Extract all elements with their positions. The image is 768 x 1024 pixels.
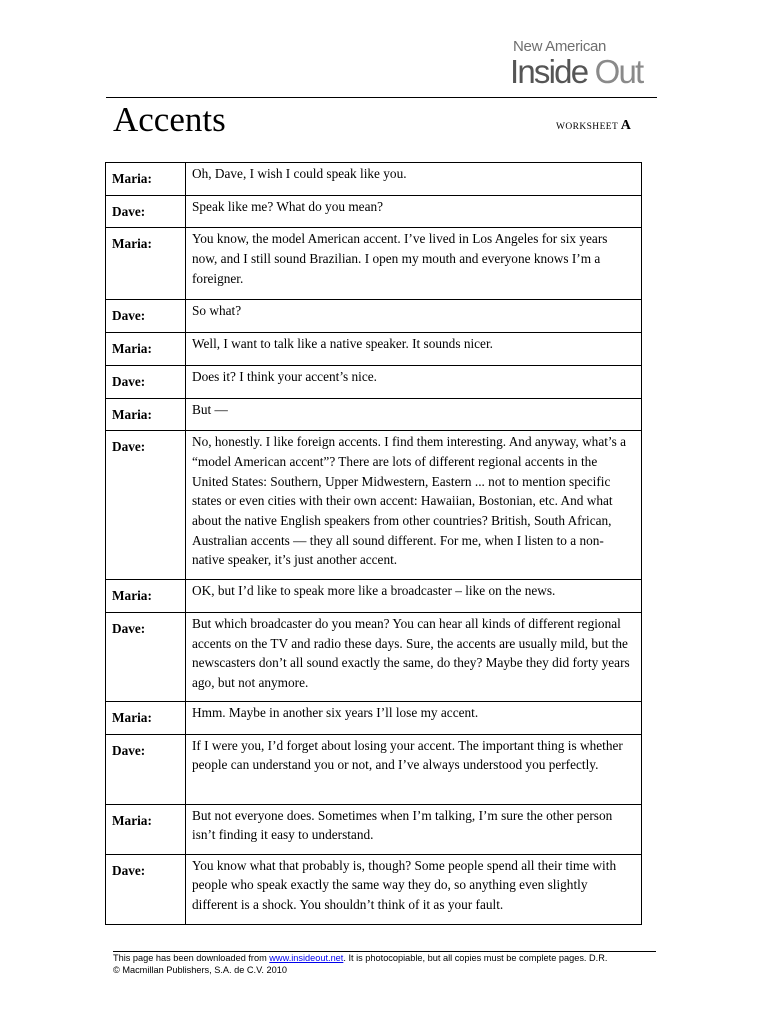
- footer-text-before: This page has been downloaded from: [113, 953, 270, 963]
- dialog-line-cell: If I were you, I’d forget about losing your accent. The important thing is whether people can understand you or not, and I’ve always understood you perfectly.: [186, 734, 642, 804]
- dialog-line-cell: OK, but I’d like to speak more like a broadcaster – like on the news.: [186, 580, 642, 613]
- brand-out: Out: [587, 53, 643, 90]
- dialog-row: [106, 195, 642, 228]
- dialog-row: [106, 612, 642, 701]
- dialog-row: [106, 804, 642, 854]
- footer-copyright: © Macmillan Publishers, S.A. de C.V. 2010: [113, 964, 287, 975]
- dialog-line-cell: But not everyone does. Sometimes when I’m talking, I’m sure the other person isn’t finding it easy to understand.: [186, 804, 642, 854]
- dialog-line-cell: Speak like me? What do you mean?: [186, 195, 642, 228]
- speaker-cell: Dave:: [106, 300, 186, 333]
- brand-line-1: New American: [513, 38, 607, 55]
- dialog-row: [106, 398, 642, 431]
- dialog-line-cell: Oh, Dave, I wish I could speak like you.: [186, 163, 642, 196]
- speaker-cell: Dave:: [106, 195, 186, 228]
- dialog-row: [106, 333, 642, 366]
- speaker-cell: Dave:: [106, 734, 186, 804]
- speaker-cell: Dave:: [106, 854, 186, 924]
- dialog-line-cell: So what?: [186, 300, 642, 333]
- dialog-line-cell: But which broadcaster do you mean? You can hear all kinds of different regional accents on the TV and radio these days. Sure, the accents are usually mild, but the newscasters don’t all sound exactly the same, do they? Maybe they did forty years ago, but not anymore.: [186, 612, 642, 701]
- dialog-line-cell: Hmm. Maybe in another six years I’ll lose my accent.: [186, 701, 642, 734]
- speaker-cell: Maria:: [106, 701, 186, 734]
- dialog-row: [106, 580, 642, 613]
- brand-inside: Inside: [510, 53, 588, 90]
- footer-text-after: . It is photocopiable, but all copies must be complete pages. D.R.: [343, 953, 608, 963]
- speaker-cell: Maria:: [106, 804, 186, 854]
- footer-notice: [113, 953, 673, 965]
- speaker-cell: Dave:: [106, 612, 186, 701]
- speaker-cell: Dave:: [106, 431, 186, 580]
- brand-logo: [510, 38, 662, 89]
- dialog-line-cell: Well, I want to talk like a native speaker. It sounds nicer.: [186, 333, 642, 366]
- header-rule: [106, 97, 657, 98]
- speaker-cell: Maria:: [106, 333, 186, 366]
- footer-rule: [113, 951, 656, 952]
- dialog-line-cell: You know what that probably is, though? Some people spend all their time with people who speak exactly the same way they do, so anything even slightly different is a shock. You shouldn’t think of it as your fault.: [186, 854, 642, 924]
- footer: [113, 953, 673, 976]
- dialog-line-cell: You know, the model American accent. I’ve lived in Los Angeles for six years now, and I still sound Brazilian. I open my mouth and everyone knows I’m a foreigner.: [186, 228, 642, 300]
- dialog-row: [106, 701, 642, 734]
- dialog-row: [106, 163, 642, 196]
- worksheet-label: [556, 118, 631, 134]
- footer-link[interactable]: www.insideout.net: [269, 953, 344, 963]
- dialog-row: [106, 854, 642, 924]
- speaker-cell: Maria:: [106, 163, 186, 196]
- brand-line-2: [510, 55, 662, 89]
- dialog-line-cell: No, honestly. I like foreign accents. I find them interesting. And anyway, what’s a “model American accent”? There are lots of different regional accents in the United States: Southern, Upper Midwestern, Eastern ... not to mention specific states or even cities with their own accent: Hawaiian, Bostonian, etc. And what about the native English speakers from other countries? British, South African, Australian accents — they all sound different. For me, when I listen to a non-native speaker, it’s just another accent.: [186, 431, 642, 580]
- worksheet-word: WORKSHEET: [556, 122, 621, 132]
- dialog-line-cell: But —: [186, 398, 642, 431]
- speaker-cell: Maria:: [106, 398, 186, 431]
- page-title: Accents: [113, 100, 226, 139]
- dialog-table: [105, 162, 642, 925]
- dialog-line-cell: Does it? I think your accent’s nice.: [186, 365, 642, 398]
- dialog-row: [106, 365, 642, 398]
- worksheet-letter: A: [620, 118, 631, 133]
- dialog-row: [106, 228, 642, 300]
- speaker-cell: Maria:: [106, 580, 186, 613]
- dialog-row: [106, 734, 642, 804]
- speaker-cell: Dave:: [106, 365, 186, 398]
- dialog-row: [106, 431, 642, 580]
- dialog-row: [106, 300, 642, 333]
- speaker-cell: Maria:: [106, 228, 186, 300]
